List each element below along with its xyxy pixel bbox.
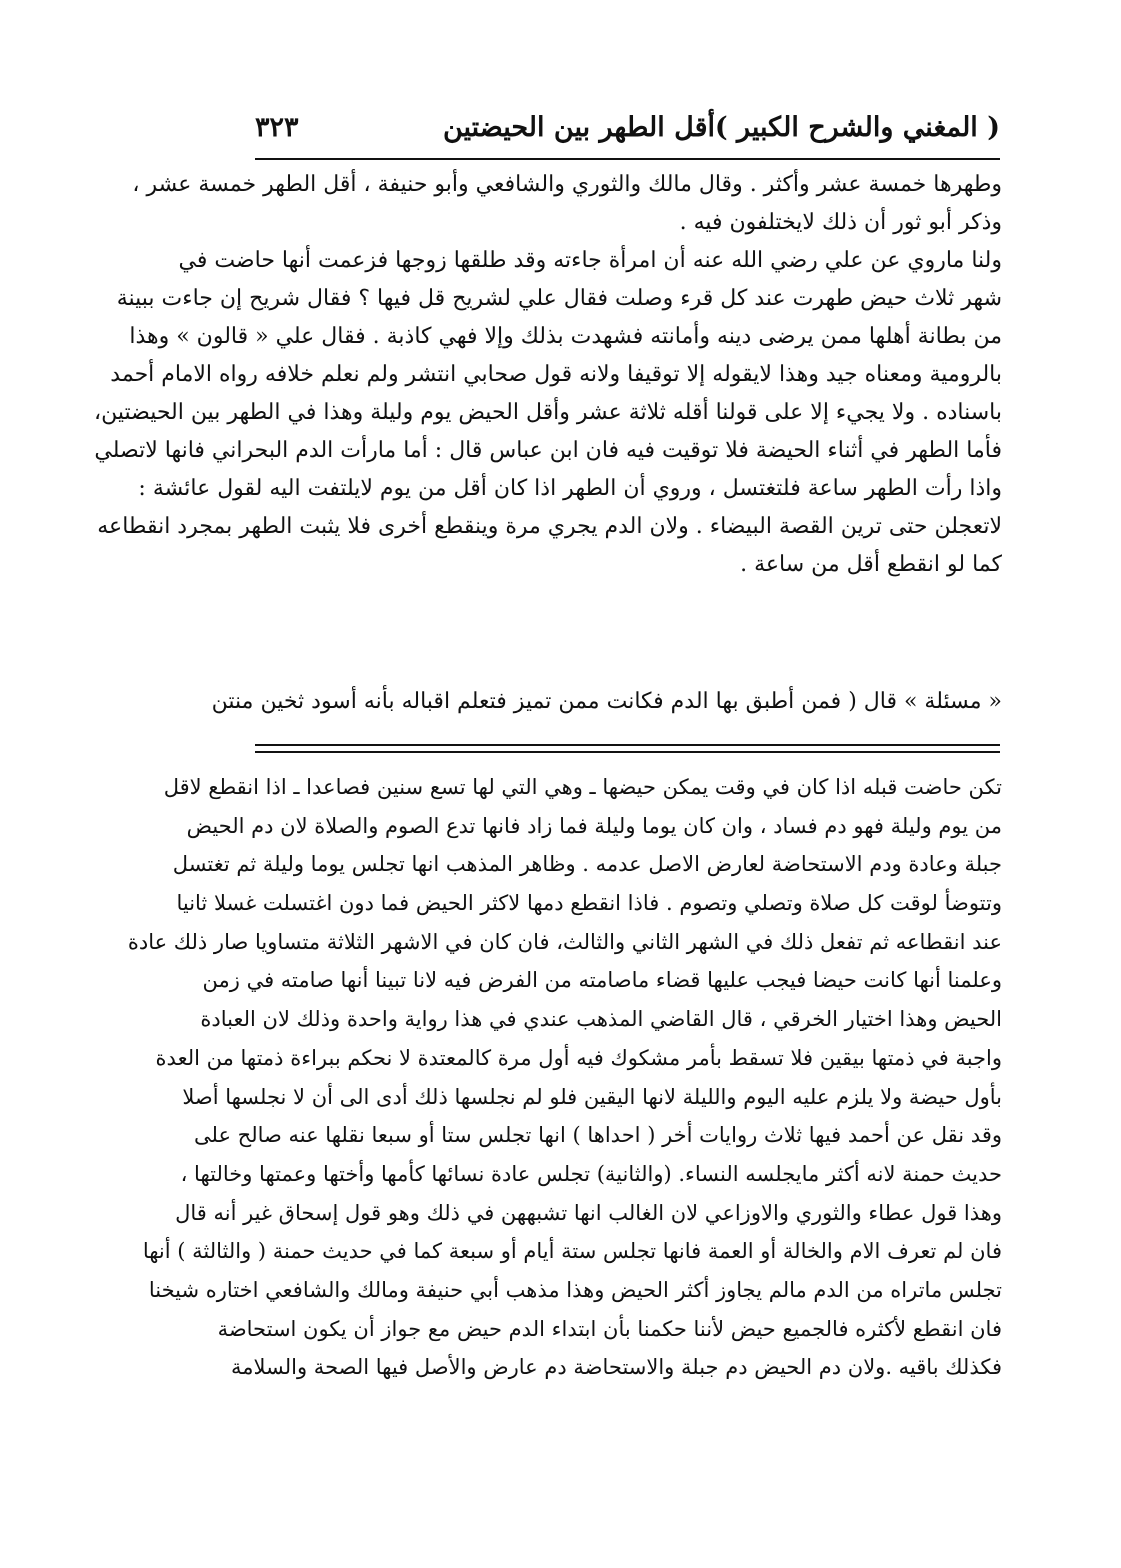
text-line: واذا رأت الطهر ساعة فلتغتسل ، وروي أن الطهر اذا كان أقل من يوم لايلتفت اليه لقول عائشة : <box>138 476 1002 501</box>
text-line: بالرومية ومعناه جيد وهذا لايقوله إلا توقيفا ولانه قول صحابي انتشر ولم نعلم خلافه رواه الامام أحمد <box>110 362 1002 387</box>
text-line: فان لم تعرف الام والخالة أو العمة فانها تجلس ستة أيام أو سبعة كما في حديث حمنة ( والثالثة ) أنها <box>142 1239 1002 1264</box>
text-line: لاتعجلن حتى ترين القصة البيضاء . ولان الدم يجري مرة وينقطع أخرى فلا يثبت الطهر بمجرد انقطاعه <box>97 514 1002 539</box>
text-line: باسناده . ولا يجيء إلا على قولنا أقله ثلاثة عشر وأقل الحيض يوم وليلة وهذا في الطهر بين الحيضتين، <box>94 400 1002 425</box>
text-line: من يوم وليلة فهو دم فساد ، وان كان يوما وليلة فما زاد فانها تدع الصوم والصلاة لان دم الحيض <box>186 813 1002 838</box>
header-rule <box>255 158 1000 160</box>
text-line: فان انقطع لأكثره فالجميع حيض لأننا حكمنا بأن ابتداء الدم حيض مع جواز أن يكون استحاضة <box>217 1316 1002 1341</box>
text-line: وعلمنا أنها كانت حيضا فيجب عليها قضاء ماصامته من الفرض فيه لانا تبينا أنها صامته في زمن <box>202 968 1002 993</box>
text-line: وهذا قول عطاء والثوري والاوزاعي لان الغالب انها تشبههن في ذلك وهو قول إسحاق غير أنه قال <box>175 1200 1002 1225</box>
text-line: ولنا ماروي عن علي رضي الله عنه أن امرأة جاءته وقد طلقها زوجها فزعمت أنها حاضت في <box>178 248 1002 273</box>
text-line: الحيض وهذا اختيار الخرقي ، قال القاضي المذهب عندي في هذا رواية واحدة وذلك لان العبادة <box>200 1007 1002 1032</box>
text-line: فأما الطهر في أثناء الحيضة فلا توقيت فيه فان ابن عباس قال : أما مارأت الدم البحراني فانها لاتصلي <box>94 438 1002 463</box>
text-line: واجبة في ذمتها بيقين فلا تسقط بأمر مشكوك فيه أول مرة كالمعتدة لا نحكم ببراءة ذمتها من العدة <box>155 1045 1002 1070</box>
section-title: أقل الطهر بين الحيضتين <box>442 112 715 143</box>
separator-rule <box>255 751 1000 753</box>
text-line: وقد نقل عن أحمد فيها ثلاث روايات أخر ( احداها ) انها تجلس ستا أو سبعا نقلها عنه صالح على <box>193 1123 1002 1148</box>
page-header <box>255 112 1000 160</box>
commentary-text <box>127 768 1002 1387</box>
book-title: ( المغني والشرح الكبير ) <box>714 112 1000 143</box>
masala-line: « مسئلة » قال ( فمن أطبق بها الدم فكانت ممن تميز فتعلم اقباله بأنه أسود ثخين منتن <box>211 689 1002 714</box>
text-line: شهر ثلاث حيض طهرت عند كل قرء وصلت فقال علي لشريح قل فيها ؟ فقال شريح إن جاءت ببينة <box>116 286 1002 311</box>
separator-rule <box>255 744 1000 746</box>
text-line: وطهرها خمسة عشر وأكثر . وقال مالك والثوري والشافعي وأبو حنيفة ، أقل الطهر خمسة عشر ، <box>132 172 1002 197</box>
text-line: جبلة وعادة ودم الاستحاضة لعارض الاصل عدمه . وظاهر المذهب انها تجلس يوما وليلة ثم تغتسل <box>172 852 1002 877</box>
text-line: تكن حاضت قبله اذا كان في وقت يمكن حيضها ـ وهي التي لها تسع سنين فصاعدا ـ اذا انقطع لاقل <box>163 775 1002 799</box>
text-line: عند انقطاعه ثم تفعل ذلك في الشهر الثاني والثالث، فان كان في الاشهر الثلاثة متساويا صار ذلك عادة <box>127 929 1002 954</box>
page-number: ٣٢٣ <box>255 112 299 143</box>
text-line: وذكر أبو ثور أن ذلك لايختلفون فيه . <box>679 210 1002 235</box>
text-line: كما لو انقطع أقل من ساعة . <box>740 552 1002 577</box>
text-line: من بطانة أهلها ممن يرضى دينه وأمانته فشهدت بذلك وإلا فهي كاذبة . فقال علي « قالون » وهذا <box>129 324 1002 349</box>
text-line: حديث حمنة لانه أكثر مايجلسه النساء. (والثانية) تجلس عادة نسائها كأمها وأختها وعمتها وخالتها ، <box>180 1161 1002 1186</box>
text-line: فكذلك باقيه .ولان دم الحيض دم جبلة والاستحاضة دم عارض والأصل فيها الصحة والسلامة <box>230 1355 1002 1380</box>
text-line: بأول حيضة ولا يلزم عليه اليوم والليلة لانها اليقين فلو لم نجلسها ذلك أدى الى أن لا نجلسها أصلا <box>182 1084 1002 1109</box>
text-line: تجلس ماتراه من الدم مالم يجاوز أكثر الحيض وهذا مذهب أبي حنيفة ومالك والشافعي اختاره شيخنا <box>148 1277 1002 1302</box>
text-line: وتتوضأ لوقت كل صلاة وتصلي وتصوم . فاذا انقطع دمها لاكثر الحيض فما دون اغتسلت غسلا ثانيا <box>176 891 1002 916</box>
main-text <box>94 166 1002 584</box>
